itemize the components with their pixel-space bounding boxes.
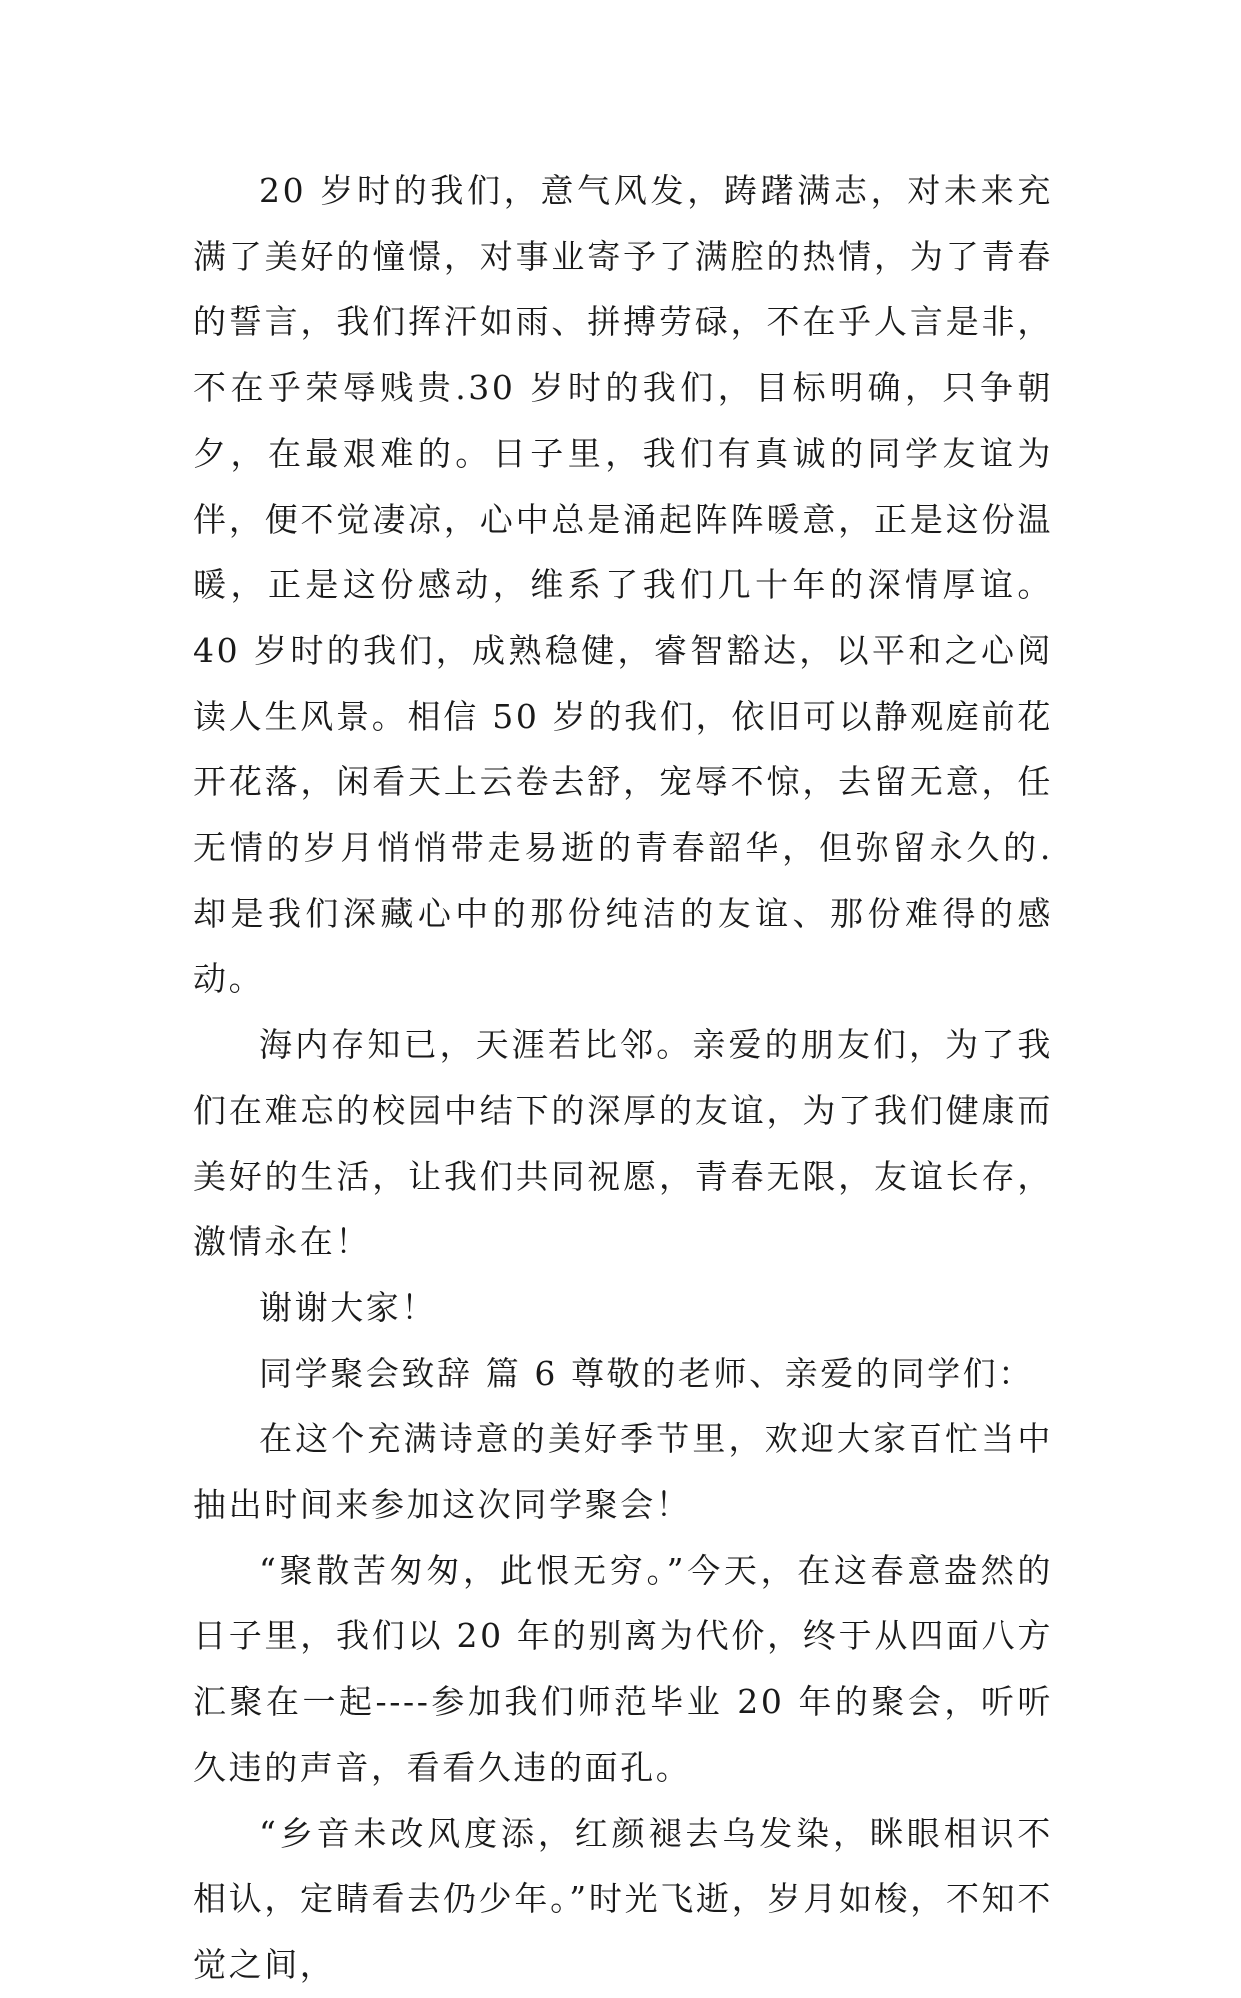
paragraph-thanks: 谢谢大家！ xyxy=(259,1287,437,1327)
section-heading-speech-6: 同学聚会致辞 篇 6 尊敬的老师、亲爱的同学们： xyxy=(259,1353,1034,1393)
paragraph-welcome: 在这个充满诗意的美好季节里，欢迎大家百忙当中抽出时间来参加这次同学聚会！ xyxy=(193,1419,1053,1525)
body-text xyxy=(193,158,1053,1998)
paragraph-friendship-wish: 海内存知已，天涯若比邻。亲爱的朋友们，为了我们在难忘的校园中结下的深厚的友谊，为了我们健康而美好的生活，让我们共同祝愿，青春无限，友谊长存，激情永在！ xyxy=(193,1025,1053,1262)
paragraph-ages: 20 岁时的我们，意气风发，踌躇满志，对未来充满了美好的憧憬，对事业寄予了满腔的热情，为了青春的誓言，我们挥汗如雨、拼搏劳碌，不在乎人言是非，不在乎荣辱贱贵.30 岁时的我们，目标明确，只争朝夕，在最艰难的。日子里，我们有真诚的同学友谊为伴，便不觉凄凉，心中总是涌起阵阵暖意，正是这份温暖，正是这份感动，维系了我们几十年的深情厚谊。40 岁时的我们，成熟稳健，睿智豁达，以平和之心阅读人生风景。相信 50 岁的我们，依旧可以静观庭前花开花落，闲看天上云卷去舒，宠辱不惊，去留无意，任无情的岁月悄悄带走易逝的青春韶华，但弥留永久的.却是我们深藏心中的那份纯洁的友谊、那份难得的感动。 xyxy=(193,171,1053,999)
paragraph-reunion: “聚散苦匆匆，此恨无穷。”今天，在这春意盎然的日子里，我们以 20 年的别离为代价，终于从四面八方汇聚在一起----参加我们师范毕业 20 年的聚会，听听久违的声音，看看久违的面孔。 xyxy=(193,1550,1053,1787)
paragraph-poem-quote: “乡音未改风度添，红颜褪去乌发染，眯眼相识不相认，定睛看去仍少年。”时光飞逝，岁月如梭，不知不觉之间， xyxy=(193,1813,1053,1984)
